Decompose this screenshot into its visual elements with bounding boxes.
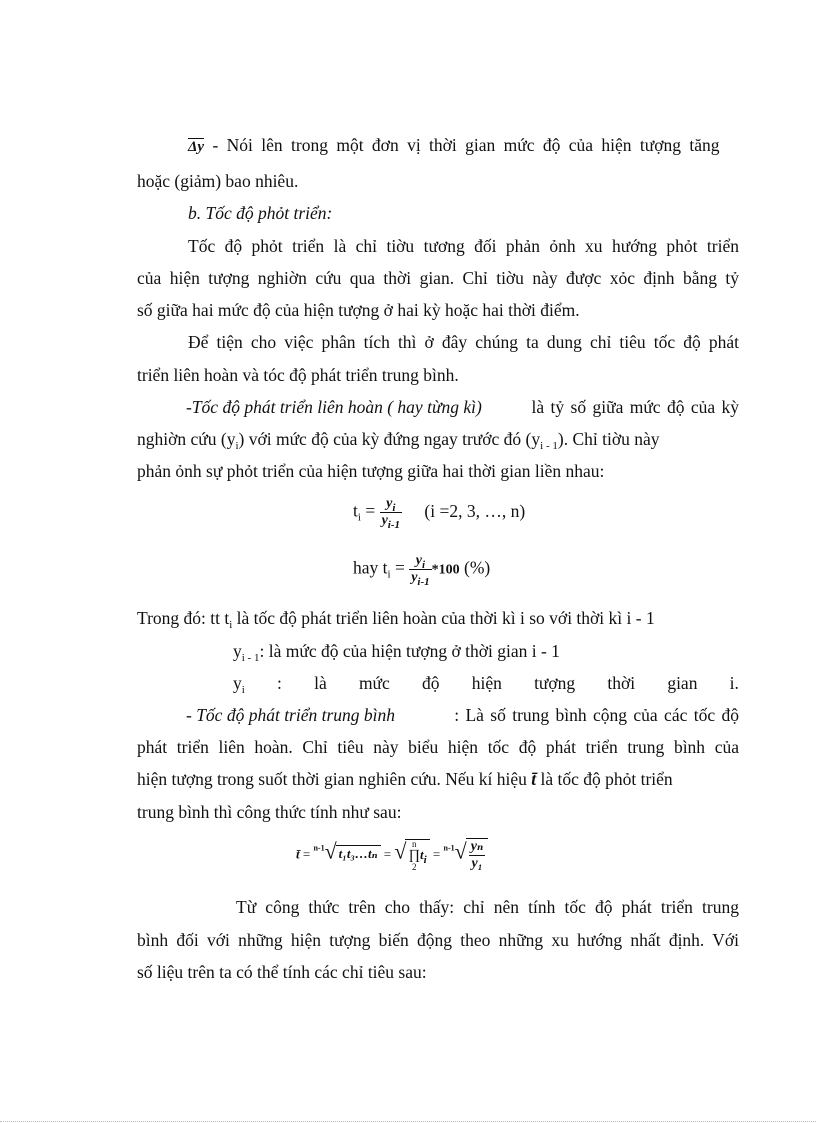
text-run: ). Chỉ tiờu này	[557, 429, 660, 449]
formula-lhs: t	[353, 500, 358, 521]
root-sign-icon: √	[324, 838, 337, 864]
formula-lhs: t̄	[296, 846, 300, 862]
text-run: là tốc độ phát triển liên hoàn của thời kì i so với thời kì i - 1	[232, 608, 655, 628]
delta-y-description: - Nói lên trong một đơn vị thời gian mức độ của hiện tượng tăng	[204, 135, 720, 155]
paragraph-line: số liệu trên ta có thể tính các chỉ tiêu sau:	[137, 962, 427, 982]
subscript: i	[229, 619, 233, 631]
term-average-growth: Tốc độ phát triển trung bình	[196, 705, 396, 725]
text-run: hiện tượng trong suốt thời gian nghiên cứu. Nếu kí hiệu	[137, 769, 532, 789]
def-symbol	[233, 672, 245, 694]
radicand: t₁t₃…tₙ	[336, 845, 381, 862]
paragraph-line: Tốc độ phỏt triển là chỉ tiờu tương đối phản ỏnh xu hướng phỏt triển	[188, 236, 739, 256]
paragraph-line	[186, 396, 739, 418]
delta-y-symbol: $\overline{\Delta y}$	[188, 139, 205, 155]
text-run: Trong đó: tt t	[137, 608, 230, 628]
definition-line	[233, 640, 560, 662]
product-symbol: ∏	[408, 847, 420, 863]
paragraph-line: Từ công thức trên cho thấy: chỉ nên tính tốc độ phát triển trung	[236, 897, 739, 917]
numerator	[380, 496, 402, 513]
dash: -	[186, 705, 192, 725]
subscript: i	[392, 502, 396, 514]
paragraph-line	[186, 704, 739, 726]
text-run: : là mức độ của hiện tượng ở thời gian i - 1	[259, 641, 560, 661]
word: gian	[667, 673, 698, 693]
word: độ	[422, 673, 440, 693]
definition-line	[137, 607, 655, 629]
paragraph-line: triển liên hoàn và tóc độ phát triển trung bình.	[137, 365, 459, 385]
subscript: i - 1	[241, 652, 260, 664]
text-run: y	[233, 641, 242, 661]
root-index: n-1	[443, 843, 455, 853]
numerator	[409, 553, 431, 570]
definition-line	[233, 672, 739, 694]
word: là	[314, 673, 327, 693]
formula-prefix: hay t	[353, 557, 388, 578]
paragraph-line: của hiện tượng nghiờn cứu qua thời gian. Chỉ tiờu này được xỏc định bằng tỷ	[137, 268, 739, 288]
subscript: i	[357, 511, 361, 524]
word: hiện	[471, 673, 502, 693]
product-upper: n	[411, 838, 417, 849]
product-term: t	[419, 846, 424, 862]
fraction	[380, 496, 402, 529]
t-bar-symbol: t̄	[531, 769, 537, 789]
fraction	[409, 553, 431, 586]
paragraph-line: bình đối với những hiện tượng biến động theo những xu hướng nhất định. Với	[137, 930, 739, 950]
equals-sign: =	[432, 846, 441, 862]
word: mức	[358, 673, 390, 693]
term-chain-growth: Tốc độ phát triển liên hoàn ( hay từng kì)	[191, 397, 482, 417]
denominator	[380, 513, 402, 529]
paragraph-line: phát triển liên hoàn. Chỉ tiêu này biểu hiện tốc độ phát triển trung bình của	[137, 737, 739, 757]
text-run: là tốc độ phỏt triển	[536, 769, 673, 789]
formula-chain-growth-percent: hay $t_i$ = $\frac{y_i}{y_{i-1}}$ *100 (%)	[353, 553, 491, 588]
denominator-var: y	[411, 570, 418, 585]
paragraph-line: Để tiện cho việc phân tích thì ở đây chúng ta dung chỉ tiêu tốc độ phát	[188, 332, 739, 352]
subscript: i-1	[417, 576, 430, 588]
subscript: i - 1	[540, 440, 558, 452]
denominator: y₁	[471, 856, 483, 871]
product-operator	[408, 840, 420, 872]
root-index: n-1	[313, 843, 325, 853]
subscript: i	[387, 568, 391, 581]
delta-y-line	[188, 134, 738, 158]
section-heading: b. Tốc độ phỏt triển:	[188, 203, 333, 223]
subscript: i	[241, 684, 245, 696]
paragraph-line: số giữa hai mức độ của hiện tượng ở hai kỳ hoặc hai thời điểm.	[137, 300, 580, 320]
radicand-fraction	[466, 838, 489, 872]
formula-range: (i =2, 3, …, n)	[424, 500, 526, 521]
term-wrapper	[186, 396, 482, 418]
unit: (%)	[464, 557, 491, 578]
multiplier: *100	[431, 562, 460, 578]
term-definition: : Là số trung bình cộng của các tốc độ	[454, 705, 739, 725]
text-run: ) với mức độ của kỳ đứng ngay trước đó (y	[238, 429, 541, 449]
numerator-var: y	[415, 553, 422, 568]
root-sign-icon: √	[454, 838, 467, 864]
subscript: i-1	[387, 519, 401, 531]
denominator-var: y	[381, 513, 388, 528]
page-bottom-border	[0, 1121, 816, 1122]
line-part	[137, 768, 673, 790]
equals-sign: =	[302, 846, 311, 862]
line-part	[137, 428, 659, 450]
word: thời	[607, 673, 636, 693]
text-run: y	[233, 673, 242, 693]
paragraph-line	[137, 428, 739, 450]
numerator: yₙ	[470, 839, 484, 854]
paragraph-line: trung bình thì công thức tính như sau:	[137, 802, 402, 822]
subscript: i	[423, 853, 427, 866]
formula-average-growth	[296, 838, 488, 872]
subscript: i	[235, 440, 239, 452]
term-definition: là tỷ số giữa mức độ của kỳ	[531, 397, 739, 417]
subscript: i	[422, 559, 426, 571]
numerator-var: y	[386, 496, 393, 511]
word: tượng	[534, 673, 576, 693]
dash: -	[186, 397, 192, 417]
term-wrapper	[186, 704, 395, 726]
fraction	[469, 839, 486, 872]
formula-chain-growth: $t_i$ = $\frac{y_i}{y_{i-1}}$ (i =2, 3, …, n)	[353, 496, 526, 531]
word: i.	[729, 673, 739, 693]
paragraph-line	[137, 768, 739, 790]
word: :	[277, 673, 282, 693]
equals-sign: =	[383, 846, 392, 862]
denominator	[409, 570, 431, 586]
product-lower: 2	[411, 861, 417, 872]
radicand-product	[405, 839, 429, 872]
root-sign-icon: √	[394, 838, 407, 864]
text-run: nghiờn cứu (y	[137, 429, 236, 449]
paragraph-line: phản ỏnh sự phỏt triển của hiện tượng giữa hai thời gian liền nhau:	[137, 461, 605, 481]
paragraph-line: hoặc (giảm) bao nhiêu.	[137, 171, 299, 191]
